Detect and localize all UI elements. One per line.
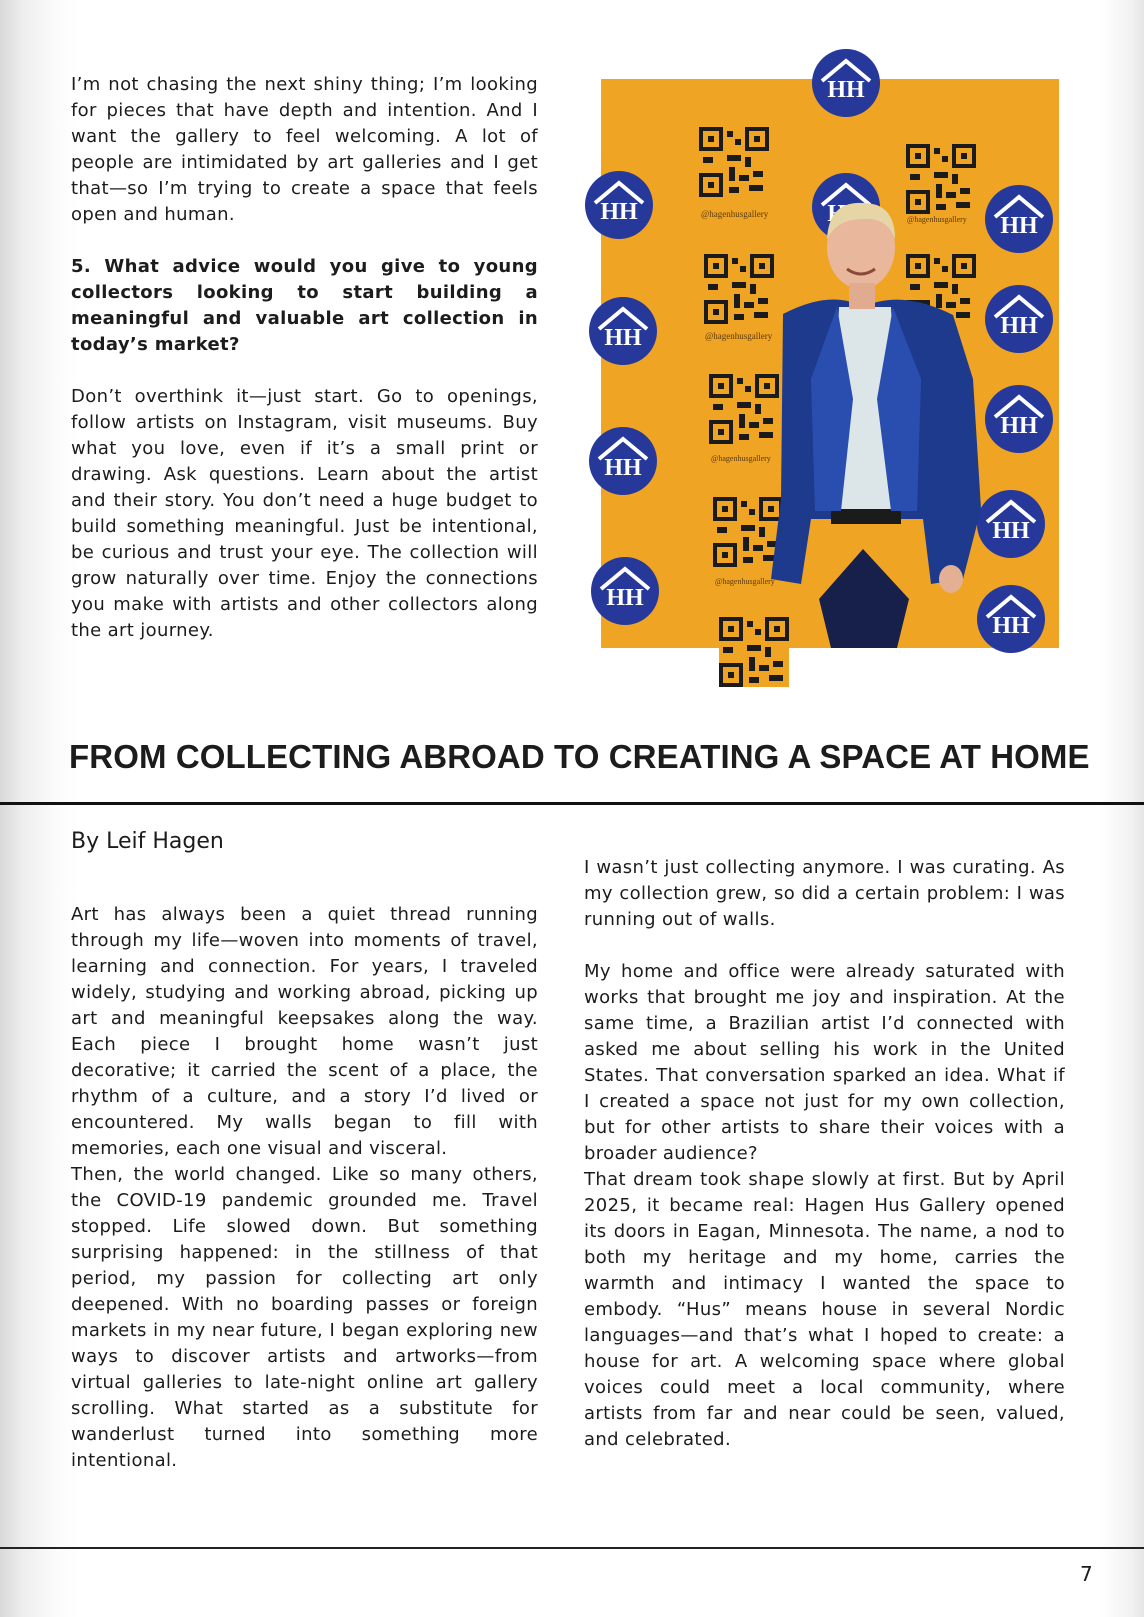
article-byline: By Leif Hagen [71,829,224,854]
article-column-right [584,855,1065,1453]
gallery-handle-text: @hagenhusgallery [711,454,771,463]
article-paragraph: Then, the world changed. Like so many others, the COVID-19 pandemic grounded me. Travel stopped. Life slowed down. But something surprising happened: in the stillness of that period, my passion for collecting art only deepened. With no boarding passes or foreign markets in my near future, I began exploring new ways to discover artists and artworks—from virtual galleries to late-night online art gallery scrolling. What started as a substitute for wanderlust turned into something more intentional. [71,1164,538,1471]
interview-answer-paragraph: Don’t overthink it—just start. Go to openings, follow artists on Instagram, visit museums. Buy what you love, even if it’s a small print or drawing. Ask questions. Learn about the artist and their story. You don’t need a huge budget to build something meaningful. Just be intentional, be curious and trust your eye. The collection will grow naturally over time. Enjoy the connections you make with artists and other collectors along the art journey. [71,386,538,641]
article-headline: FROM COLLECTING ABROAD TO CREATING A SPACE AT HOME [69,738,1090,775]
article-paragraph: My home and office were already saturated with works that brought me joy and inspiration. At the same time, a Brazilian artist I’d connected with asked me about selling his work in the United States. That conversation sparked an idea. What if I created a space not just for my own collection, but for other artists to share their voices with a broader audience? [584,961,1065,1164]
interview-answer-paragraph: I’m not chasing the next shiny thing; I’m looking for pieces that have depth and intention. And I want the gallery to feel welcoming. A lot of people are intimidated by art galleries and I get that—so I’m trying to create a space that feels open and human. [71,74,538,225]
gallery-handle-text: @hagenhusgallery [701,209,769,219]
footer-divider [0,1547,1144,1549]
page-number: 7 [1080,1562,1093,1586]
gallery-handle-text: @hagenhusgallery [907,215,967,224]
article-paragraph: Art has always been a quiet thread running through my life—woven into moments of travel, learning and connection. For years, I traveled widely, studying and working abroad, picking up art and meaningful keepsakes along the way. Each piece I brought home wasn’t just decorative; it carried the scent of a place, the rhythm of a culture, and a story I’d lived or encountered. My walls began to fill with memories, each one visual and visceral. [71,904,538,1159]
interview-question: 5. What advice would you give to young collectors looking to start building a meaningful and valuable art collection in today’s market? [71,256,538,355]
gallery-owner-photo [601,79,1059,648]
gallery-handle-text: @hagenhusgallery [715,577,775,586]
section-divider [0,802,1144,805]
interview-intro [71,72,538,644]
gallery-handle-text: @hagenhusgallery [705,331,773,341]
article-column-left [71,902,538,1474]
article-paragraph: I wasn’t just collecting anymore. I was curating. As my collection grew, so did a certain problem: I was running out of walls. [584,857,1065,930]
article-paragraph: That dream took shape slowly at first. But by April 2025, it became real: Hagen Hus Gallery opened its doors in Eagan, Minnesota. The name, a nod to both my heritage and my home, carries the warmth and intimacy I wanted the space to embody. “Hus” means house in several Nordic languages—and that’s what I hoped to create: a house for art. A welcoming space where global voices could meet a local community, where artists from far and near could be seen, valued, and celebrated. [584,1169,1065,1450]
